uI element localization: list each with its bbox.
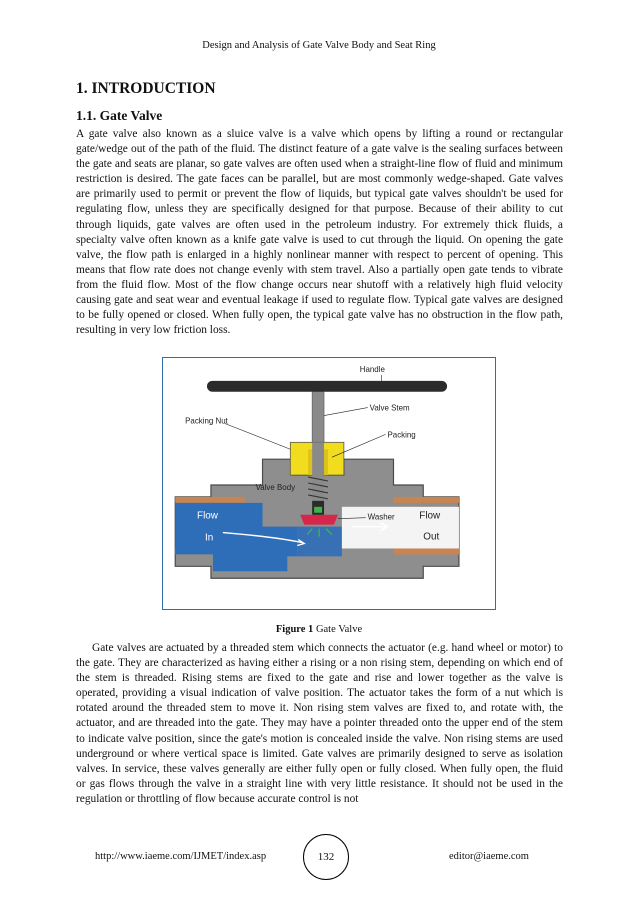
label-packing: Packing [387, 430, 416, 440]
running-header: Design and Analysis of Gate Valve Body and Seat Ring [202, 40, 436, 51]
washer [300, 515, 338, 525]
handle-bar [207, 381, 447, 392]
outlet-pipe-top [393, 497, 458, 503]
inlet-pipe-top [175, 497, 244, 503]
label-valve-body: Valve Body [255, 482, 296, 492]
section-heading: 1. INTRODUCTION [76, 80, 216, 97]
body-paragraph-2: Gate valves are actuated by a threaded stem which connects the actuator (e.g. hand wheel or motor) to the gate. They are characterized as having either a rising or a non rising stem, depending on which end of the stem is threaded. Rising stems are fixed to the gate and rise and lower together as the valve is operated, providing a visual indication of valve position. The actuator takes the form of a nut which is rotated around the threaded stem to move it. Non rising stem valves are fixed to, and rotate with, the actuator, and are threaded into the gate. They may have a pointer threaded onto the upper end of the stem to indicate valve position, since the gate's motion is concealed inside the valve. Non rising stems are used underground or where vertical space is limited. Gate valves are primarily designed to serve as isolation valves. In service, these valves generally are either fully open or fully closed. When fully open, the fluid or gas flows through the valve in a straight line with very little resistance. It should not be used in the regulation or throttling of flow because accurate control is not [76, 642, 563, 805]
figure-caption [0, 624, 638, 635]
label-packing-nut: Packing Nut [185, 416, 228, 426]
figure-caption-text: Gate Valve [315, 624, 363, 635]
outlet-channel [342, 507, 459, 549]
gate-valve-figure [162, 357, 496, 610]
gate-screw [314, 507, 322, 513]
label-handle: Handle [359, 364, 385, 374]
figure-caption-label: Figure 1 [275, 624, 314, 635]
label-flow-in-2: In [204, 532, 214, 544]
label-washer: Washer [367, 512, 395, 522]
label-flow-out-2: Out [423, 531, 440, 543]
page-number-text: 132 [317, 851, 335, 863]
footer-email: editor@iaeme.com [449, 851, 529, 862]
body-paragraph-1: A gate valve also known as a sluice valve is a valve which opens by lifting a round or rectangular gate/wedge out of the path of the fluid. The distinct feature of a gate valve is the sealing surfaces between the gate and seats are planar, so gate valves are often used when a straight-line flow of fluid and minimum restriction is desired. The gate faces can be parallel, but are most commonly wedge-shaped. Gate valves are primarily used to permit or prevent the flow of liquids, but typical gate valves shouldn't be used for regulating flow, unless they are specifically designed for that purpose. Because of their ability to cut through liquids, gate valves are often used in the petroleum industry. For extremely thick fluids, a specialty valve often known as a knife gate valve is used to cut through the liquid. On opening the gate valve, the flow path is enlarged in a highly nonlinear manner with respect to percent of opening. This means that flow rate does not change evenly with stem travel. Also a partially open gate tends to vibrate from the fluid flow. Most of the flow change occurs near shutoff with a relatively high fluid velocity causing gate and seat wear and eventual leakage if used to regulate flow. Typical gate valves are designed to be fully opened or closed. When fully open, the typical gate valve has no obstruction in the flow path, resulting in very low friction loss. [76, 128, 563, 337]
label-valve-stem: Valve Stem [369, 403, 410, 413]
page-number [303, 834, 349, 880]
stem-through-nut [312, 442, 324, 502]
label-flow-out-1: Flow [419, 510, 441, 522]
gate-valve-diagram [163, 358, 495, 609]
footer-url: http://www.iaeme.com/IJMET/index.asp [95, 851, 267, 862]
label-flow-in-1: Flow [197, 510, 218, 522]
outlet-pipe-bottom [393, 548, 458, 554]
subsection-heading: 1.1. Gate Valve [76, 108, 163, 123]
